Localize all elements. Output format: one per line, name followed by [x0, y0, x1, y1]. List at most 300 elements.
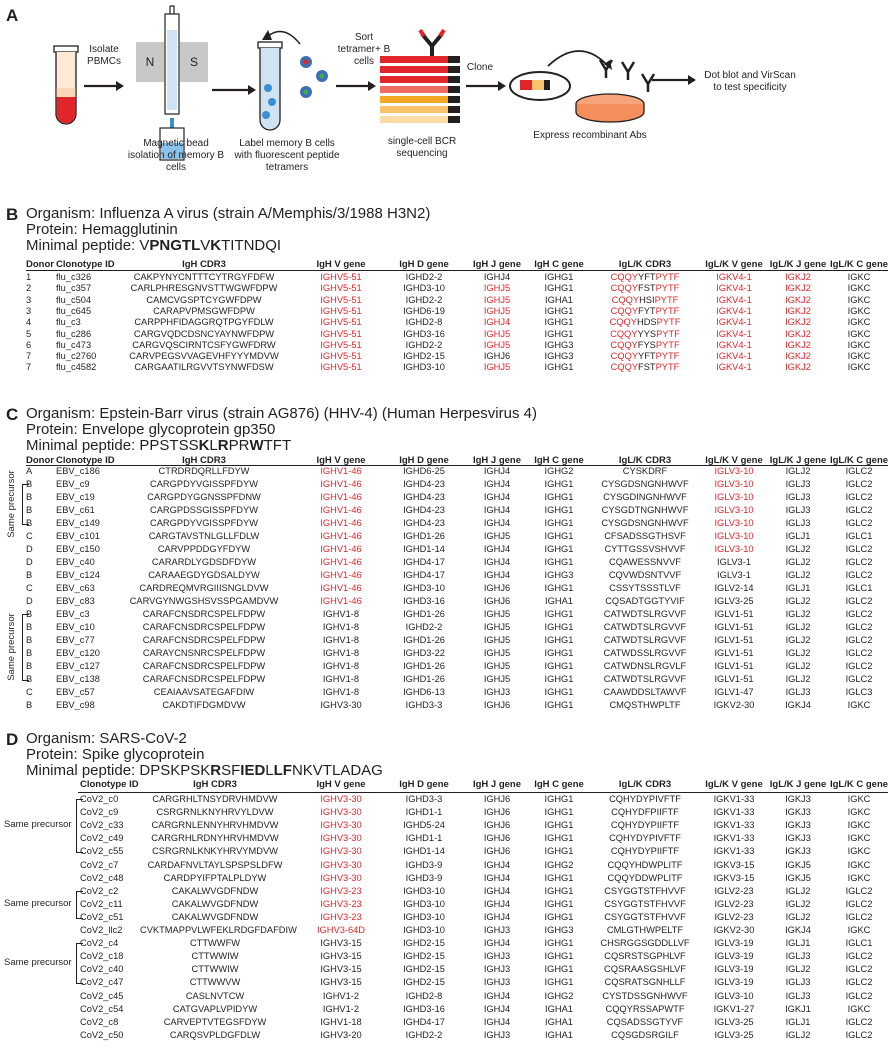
table-cell: CARVEPTVTEGSFDYW: [163, 1016, 267, 1027]
cdr3-segment: CQQY: [610, 272, 639, 282]
table-cell: IGHG1: [544, 964, 574, 975]
table-cell: CQHYDYPIIFTF: [610, 846, 680, 857]
table-cell: CoV2_c48: [80, 872, 124, 883]
table-cell: CYSTDSSGNHWVF: [602, 990, 688, 1001]
table-cell: IGLV3-19: [714, 951, 754, 962]
same-precursor-label: Same precursor: [4, 956, 72, 968]
table-cell: IGHD3-10: [403, 583, 445, 593]
table-cell: CoV2_c4: [80, 938, 119, 949]
table-cell: IGLV1-47: [714, 687, 754, 697]
table-cell: IGLV2-23: [714, 898, 754, 909]
peptide-key-residue: W: [249, 437, 264, 454]
table-cell: flu_c326: [56, 272, 92, 282]
table-cell: IGHJ4: [483, 1003, 511, 1014]
table-cell: CARGPDYVGISSPFDYW: [150, 518, 258, 528]
table-cell: IGHJ5: [483, 622, 511, 632]
column-header: Clonotype ID: [80, 779, 139, 790]
table-cell: IGHG1: [544, 505, 574, 515]
table-cell: IGLC2: [845, 1016, 873, 1027]
table-cell: IGHD3-10: [403, 283, 445, 294]
column-header: IgL/K CDR3: [618, 259, 672, 270]
table-cell: CARQSVPLDGFDLW: [169, 1029, 261, 1040]
table-cell: IGHV1-46: [320, 505, 362, 515]
table-cell: IGHJ4: [483, 885, 511, 896]
table-cell: IGKJ1: [785, 1003, 811, 1014]
table-cell: IGHV5-51: [320, 317, 362, 328]
table-cell: CATWDSSLRGVVF: [603, 648, 687, 658]
table-cell: IGLC2: [845, 964, 873, 975]
table-cell: CATWDNSLRGVLF: [603, 661, 687, 671]
table-cell: C: [26, 687, 33, 697]
table-cell: 1: [26, 272, 32, 282]
peptide-residue: L: [209, 437, 218, 454]
table-cell: 7: [26, 362, 32, 373]
table-cell: CARGRNLENNYHRVHMDVW: [151, 820, 279, 831]
table-cell: IGLC2: [845, 622, 873, 632]
table-cell: IGHD2-2: [405, 272, 443, 282]
table-cell: IGHV5-51: [320, 362, 362, 373]
cdr3-segment: CQQY: [611, 294, 640, 305]
column-header: IgH CDR3: [193, 779, 237, 790]
table-cell: CAKALWVGDFNDW: [171, 885, 259, 896]
table-cell: IGKV4-1: [716, 283, 752, 294]
table-cell: 2: [26, 283, 32, 294]
table-cell: IGHV5-51: [320, 283, 362, 294]
table-cell: IGKJ5: [785, 859, 811, 870]
table-cell: IGHJ6: [483, 583, 511, 593]
table-cell: IGHD6-25: [403, 466, 445, 476]
table-cell: IGHJ6: [483, 833, 511, 844]
table-cell: IGKV4-1: [716, 351, 752, 362]
column-header: IgL/K J gene: [769, 779, 827, 790]
table-cell: IGKJ3: [785, 820, 811, 831]
table-cell: CTTWWVW: [189, 977, 241, 988]
table-cell: IGKJ2: [785, 305, 811, 316]
table-cell: IGLJ3: [785, 518, 811, 528]
table-cell: IGHD2-15: [403, 951, 445, 962]
cdr3-segment: PYTF: [655, 351, 680, 362]
table-cell: [590, 340, 700, 350]
table-cell: CoV2_c49: [80, 833, 124, 844]
table-cell: IGHG1: [544, 846, 574, 857]
table-cell: CQSADSSGTYVF: [606, 1016, 684, 1027]
table-cell: IGLJ3: [785, 479, 811, 489]
table-cell: IGHV3-20: [320, 1029, 362, 1040]
table-cell: CQVWDSNTVVF: [608, 570, 682, 580]
table-cell: IGHJ5: [483, 294, 511, 305]
table-cell: CSRGRNLKNYHRVYLDVW: [156, 807, 274, 818]
table-cell: IGHV3-30: [320, 794, 362, 804]
table-cell: IGHG1: [544, 872, 574, 883]
table-cell: [590, 306, 700, 316]
table-cell: IGLC2: [845, 596, 873, 606]
table-cell: IGKJ3: [785, 807, 811, 818]
table-cell: IGHJ6: [483, 846, 511, 857]
panel-c-peptide: [26, 437, 291, 454]
table-cell: CoV2_llc2: [80, 925, 123, 935]
same-precursor-bracket: [76, 943, 83, 984]
table-cell: CoV2_c33: [80, 820, 124, 831]
cdr3-segment: CQQY: [610, 339, 638, 350]
table-cell: IGKV4-1: [716, 317, 752, 328]
table-cell: IGHV1-8: [322, 635, 360, 645]
table-cell: IGLJ2: [785, 609, 811, 619]
column-header: IgH CDR3: [182, 455, 226, 466]
table-cell: IGLV2-23: [714, 911, 754, 922]
table-cell: IGHA1: [545, 596, 573, 606]
table-cell: CARARDLYGDSDFDYW: [151, 557, 257, 567]
table-cell: IGHD6-19: [403, 305, 445, 316]
table-cell: IGLV3-1: [717, 557, 751, 567]
table-cell: CSRGRNLKNKYHRVYMDVW: [152, 846, 278, 857]
table-cell: IGHD1-14: [403, 544, 445, 554]
table-cell: IGHV1-8: [322, 674, 360, 684]
table-cell: flu_c3: [56, 317, 81, 328]
table-cell: IGHJ3: [483, 1029, 511, 1040]
table-cell: IGHV3-23: [320, 911, 362, 922]
table-cell: IGHV1-46: [320, 583, 362, 593]
table-cell: IGHJ3: [483, 964, 511, 975]
table-cell: CARGPDSSGISSPFDYW: [150, 505, 258, 515]
table-cell: IGHV3-30: [320, 820, 362, 831]
table-cell: EBV_c19: [56, 492, 95, 502]
table-cell: IGLV3-10: [714, 544, 754, 554]
column-header: IgL/K V gene: [705, 455, 763, 466]
table-cell: CQSRSTSGPHLVF: [604, 951, 686, 962]
panel-letter-d: D: [6, 730, 19, 749]
table-cell: IGHD3-22: [403, 648, 445, 658]
table-cell: IGLJ3: [785, 687, 811, 697]
cdr3-segment: FYT: [638, 305, 656, 316]
table-cell: IGHV1-46: [320, 570, 362, 580]
table-cell: flu_c357: [56, 283, 92, 294]
panel-letter-c: C: [6, 405, 19, 424]
table-cell: 7: [26, 351, 32, 362]
cdr3-segment: CQQY: [610, 305, 639, 316]
table-cell: IGHG1: [544, 661, 574, 671]
table-cell: CARGTAVSTNLGLLFDLW: [148, 531, 260, 541]
cdr3-segment: FST: [638, 283, 656, 294]
table-cell: IGHD4-23: [403, 492, 445, 502]
table-cell: IGHA1: [545, 1016, 573, 1027]
column-header: IgH V gene: [316, 779, 366, 790]
table-cell: CAKDTIFDGMDVW: [162, 700, 246, 710]
table-cell: IGHA1: [545, 1029, 573, 1040]
table-cell: CQSRATSGNHLLF: [604, 977, 686, 988]
table-cell: IGLJ2: [785, 622, 811, 632]
table-cell: IGLC3: [845, 687, 873, 697]
table-cell: IGHJ5: [483, 531, 511, 541]
table-cell: IGLJ2: [785, 885, 811, 896]
table-cell: IGHV1-46: [320, 557, 362, 567]
table-cell: D: [26, 557, 33, 567]
table-cell: IGHG1: [544, 362, 574, 373]
table-cell: CoV2_c45: [80, 990, 124, 1001]
table-cell: IGKV1-27: [713, 1003, 755, 1014]
table-cell: IGHG1: [544, 305, 574, 316]
table-cell: IGHG3: [544, 570, 574, 580]
table-cell: IGKC: [847, 794, 871, 804]
table-cell: IGHD1-1: [405, 833, 443, 844]
table-cell: IGHJ4: [483, 272, 511, 282]
table-cell: IGHJ6: [483, 820, 511, 831]
peptide-label: Minimal peptide:: [26, 762, 140, 779]
peptide-residue: TITNDQI: [221, 237, 282, 254]
table-cell: EBV_c57: [56, 687, 95, 697]
table-cell: CQHYDYPIVFTF: [609, 833, 681, 844]
table-cell: IGHD2-2: [405, 1029, 443, 1040]
column-header: IgH V gene: [316, 455, 366, 466]
peptide-key-residue: R: [210, 762, 222, 779]
column-header: IgH V gene: [316, 259, 366, 270]
table-cell: CARGRHLTNSYDRVHMDVW: [152, 794, 278, 804]
table-cell: IGHJ5: [483, 305, 511, 316]
table-cell: CARGPDYVGISSPFDYW: [150, 479, 258, 489]
table-cell: EBV_c186: [56, 466, 100, 476]
cdr3-segment: HDS: [636, 317, 657, 328]
column-header: Clonotype ID: [56, 455, 115, 466]
table-cell: IGKV3-15: [713, 872, 755, 883]
curved-arrow-icon: [548, 51, 608, 66]
plasmid-icon: [510, 72, 570, 100]
table-cell: IGLC2: [845, 466, 873, 476]
table-cell: IGKC: [847, 339, 871, 350]
table-cell: CARAAEGDYGDSALDYW: [148, 570, 260, 580]
table-cell: IGHD4-23: [403, 479, 445, 489]
step-express-label: Express recombinant Abs: [533, 130, 647, 141]
table-cell: 4: [26, 317, 32, 328]
table-cell: IGKJ2: [785, 351, 811, 362]
table-cell: IGHD3-3: [405, 700, 443, 710]
table-cell: IGLJ2: [785, 661, 811, 671]
table-cell: CARDAFNVLTAYLSPSPSLDFW: [147, 859, 283, 870]
table-cell: IGHD3-16: [403, 596, 445, 606]
table-cell: IGHG1: [544, 938, 574, 949]
table-cell: IGHV5-51: [320, 294, 362, 305]
table-cell: IGHJ5: [483, 328, 511, 339]
table-cell: B: [26, 648, 33, 658]
peptide-residue: L: [265, 762, 274, 779]
table-cell: CSYGGTSTFHVVF: [604, 898, 686, 909]
table-cell: IGHV1-46: [320, 518, 362, 528]
table-cell: EBV_c124: [56, 570, 100, 580]
table-cell: IGHJ4: [483, 518, 511, 528]
table-cell: IGHG1: [544, 794, 574, 804]
same-precursor-label: Same precursor: [4, 897, 72, 909]
table-cell: IGKJ2: [785, 362, 811, 373]
culture-dish-icon: [576, 60, 654, 122]
table-cell: CYTTGSSVSHVVF: [604, 544, 686, 554]
cdr3-segment: PYTF: [655, 362, 680, 373]
table-cell: [590, 329, 700, 339]
table-cell: IGHV3-30: [320, 872, 362, 883]
table-cell: IGHJ4: [483, 911, 511, 922]
table-cell: IGLJ2: [785, 964, 811, 975]
table-cell: CAAWDDSLTAWVF: [603, 687, 687, 697]
table-cell: C: [26, 531, 33, 541]
table-cell: 3: [26, 294, 32, 305]
table-cell: CQHYDFPIIFTF: [611, 807, 679, 818]
table-cell: IGKC: [847, 362, 871, 373]
table-cell: flu_c645: [56, 305, 92, 316]
column-header: IgH J gene: [472, 779, 522, 790]
column-header: Clonotype ID: [56, 259, 115, 270]
table-cell: B: [26, 661, 33, 671]
panel-letter-b: B: [6, 205, 19, 224]
table-cell: IGLJ3: [785, 977, 811, 988]
peptide-residue: SF: [221, 762, 241, 779]
table-cell: IGLC2: [845, 505, 873, 515]
column-header: IgH J gene: [472, 455, 522, 466]
table-cell: IGHA1: [545, 294, 573, 305]
table-cell: IGHV1-46: [320, 479, 362, 489]
cdr3-segment: CQQY: [610, 328, 638, 339]
table-cell: IGHD1-14: [403, 846, 445, 857]
table-cell: [590, 295, 700, 305]
table-cell: IGHG1: [544, 833, 574, 844]
arrow-icon: [466, 81, 506, 91]
table-cell: IGLC2: [845, 609, 873, 619]
column-header: IgH C gene: [534, 779, 584, 790]
same-precursor-label: Same precursor: [6, 469, 17, 538]
table-cell: CTTWWIW: [191, 964, 239, 975]
table-cell: IGHV5-51: [320, 328, 362, 339]
table-cell: IGLC2: [845, 674, 873, 684]
peptide-key-residue: K: [198, 437, 210, 454]
table-cell: CARGVQSCIRNTCSFYGWFDRW: [132, 339, 276, 350]
peptide-key-residue: R: [217, 437, 229, 454]
table-cell: IGHD1-26: [403, 635, 445, 645]
table-cell: IGHV1-8: [322, 648, 360, 658]
table-cell: IGKV4-1: [716, 272, 752, 282]
table-cell: IGHG1: [544, 687, 574, 697]
panel-d-protein: Protein: Spike glycoprotein: [26, 746, 205, 763]
table-cell: CATWDTSLRGVVF: [603, 609, 687, 619]
table-cell: [590, 272, 700, 282]
table-cell: IGKV4-1: [716, 294, 752, 305]
table-cell: IGHG1: [544, 283, 574, 294]
step-label-label: Label memory B cells with fluorescent peptide tetramers: [234, 138, 340, 173]
table-cell: IGLV3-10: [714, 479, 754, 489]
table-cell: IGLJ1: [785, 1016, 811, 1027]
table-cell: CoV2_c9: [80, 807, 119, 818]
table-cell: IGHJ5: [483, 661, 511, 671]
table-cell: EBV_c101: [56, 531, 100, 541]
table-cell: IGHV3-23: [320, 898, 362, 909]
table-cell: EBV_c3: [56, 609, 90, 619]
column-header: IgH C gene: [534, 259, 584, 270]
table-cell: IGLC2: [845, 661, 873, 671]
table-cell: IGHD2-2: [405, 294, 443, 305]
table-cell: IGLV1-51: [714, 661, 754, 671]
table-cell: IGHD2-8: [405, 317, 443, 328]
cdr3-segment: PYTF: [655, 339, 680, 350]
table-cell: IGHJ6: [483, 794, 511, 804]
table-cell: IGHG1: [544, 557, 574, 567]
table-cell: IGHJ4: [483, 492, 511, 502]
table-cell: CAKALWVGDFNDW: [171, 911, 259, 922]
same-precursor-bracket: [76, 799, 83, 853]
table-cell: CYSGDINGNHWVF: [603, 492, 687, 502]
table-cell: IGLV3-25: [714, 596, 754, 606]
table-cell: CARAYCNSNRCSPELFDPW: [142, 648, 266, 658]
table-cell: IGLV3-19: [714, 977, 754, 988]
column-header: IgL/K C gene: [829, 455, 889, 466]
table-cell: EBV_c9: [56, 479, 90, 489]
table-cell: IGHD2-2: [405, 339, 443, 350]
table-cell: IGKV4-1: [716, 339, 752, 350]
table-cell: IGLC2: [845, 898, 873, 909]
table-cell: IGHV3-30: [320, 833, 362, 844]
table-cell: IGHV3-15: [320, 951, 362, 962]
same-precursor-label: Same precursor: [6, 612, 17, 681]
cdr3-segment: PYTF: [655, 272, 680, 282]
table-cell: IGLV3-10: [714, 466, 754, 476]
table-cell: CHSRGGSGDDLLVF: [600, 938, 690, 949]
table-cell: IGKJ3: [785, 833, 811, 844]
table-cell: IGHG1: [544, 820, 574, 831]
table-cell: IGLC1: [845, 583, 873, 593]
column-header: IgL/K CDR3: [618, 779, 672, 790]
table-cell: IGHD4-17: [403, 557, 445, 567]
table-cell: IGHJ5: [483, 674, 511, 684]
table-cell: IGLJ2: [785, 635, 811, 645]
table-cell: IGHG1: [544, 317, 574, 328]
step-isolate-label: Isolate PBMCs: [87, 44, 121, 67]
table-cell: IGKJ4: [785, 700, 811, 710]
table-cell: IGKJ2: [785, 339, 811, 350]
table-cell: B: [26, 505, 33, 515]
table-cell: D: [26, 544, 33, 554]
table-cell: IGHD2-15: [403, 977, 445, 988]
table-cell: CARAFCNSDRCSPELFDPW: [142, 622, 266, 632]
table-cell: IGKC: [847, 700, 871, 710]
table-cell: IGLV3-19: [714, 938, 754, 949]
panel-b-rule: [26, 270, 888, 271]
table-cell: IGHD1-26: [403, 674, 445, 684]
same-precursor-bracket: [22, 614, 29, 681]
table-cell: CARGAATILRGVVTSYNWFDSW: [134, 362, 274, 373]
panel-b-peptide: [26, 237, 281, 254]
table-cell: IGHJ4: [483, 872, 511, 883]
table-cell: EBV_c83: [56, 596, 95, 606]
arrow-icon: [336, 81, 376, 91]
table-cell: IGHV3-15: [320, 964, 362, 975]
table-cell: IGHJ3: [483, 925, 511, 935]
table-cell: IGKC: [847, 351, 871, 362]
table-cell: CARAFCNSDRCSPELFDPW: [142, 609, 266, 619]
table-cell: CARDREQMVRGIIISNGLDVW: [139, 583, 269, 593]
table-cell: CARDPYIFPTALPLDYW: [163, 872, 267, 883]
table-cell: CQAWESSNVVF: [609, 557, 681, 567]
table-cell: flu_c473: [56, 339, 92, 350]
table-cell: IGHG1: [544, 648, 574, 658]
table-cell: CTTWWIW: [191, 951, 239, 962]
table-cell: CATGVAPLVPIDYW: [172, 1003, 258, 1014]
column-header: IgL/K CDR3: [618, 455, 672, 466]
table-cell: IGHJ4: [483, 898, 511, 909]
table-cell: IGHG1: [544, 583, 574, 593]
table-cell: [590, 283, 700, 293]
table-cell: CSYGGTSTFHVVF: [604, 885, 686, 896]
table-cell: IGHG1: [544, 674, 574, 684]
table-cell: IGHV3-30: [320, 807, 362, 818]
table-cell: IGHG1: [544, 328, 574, 339]
panel-d-peptide: [26, 762, 383, 779]
table-cell: CoV2_c7: [80, 859, 119, 870]
table-cell: IGHV1-2: [322, 990, 360, 1001]
table-cell: IGHG1: [544, 635, 574, 645]
